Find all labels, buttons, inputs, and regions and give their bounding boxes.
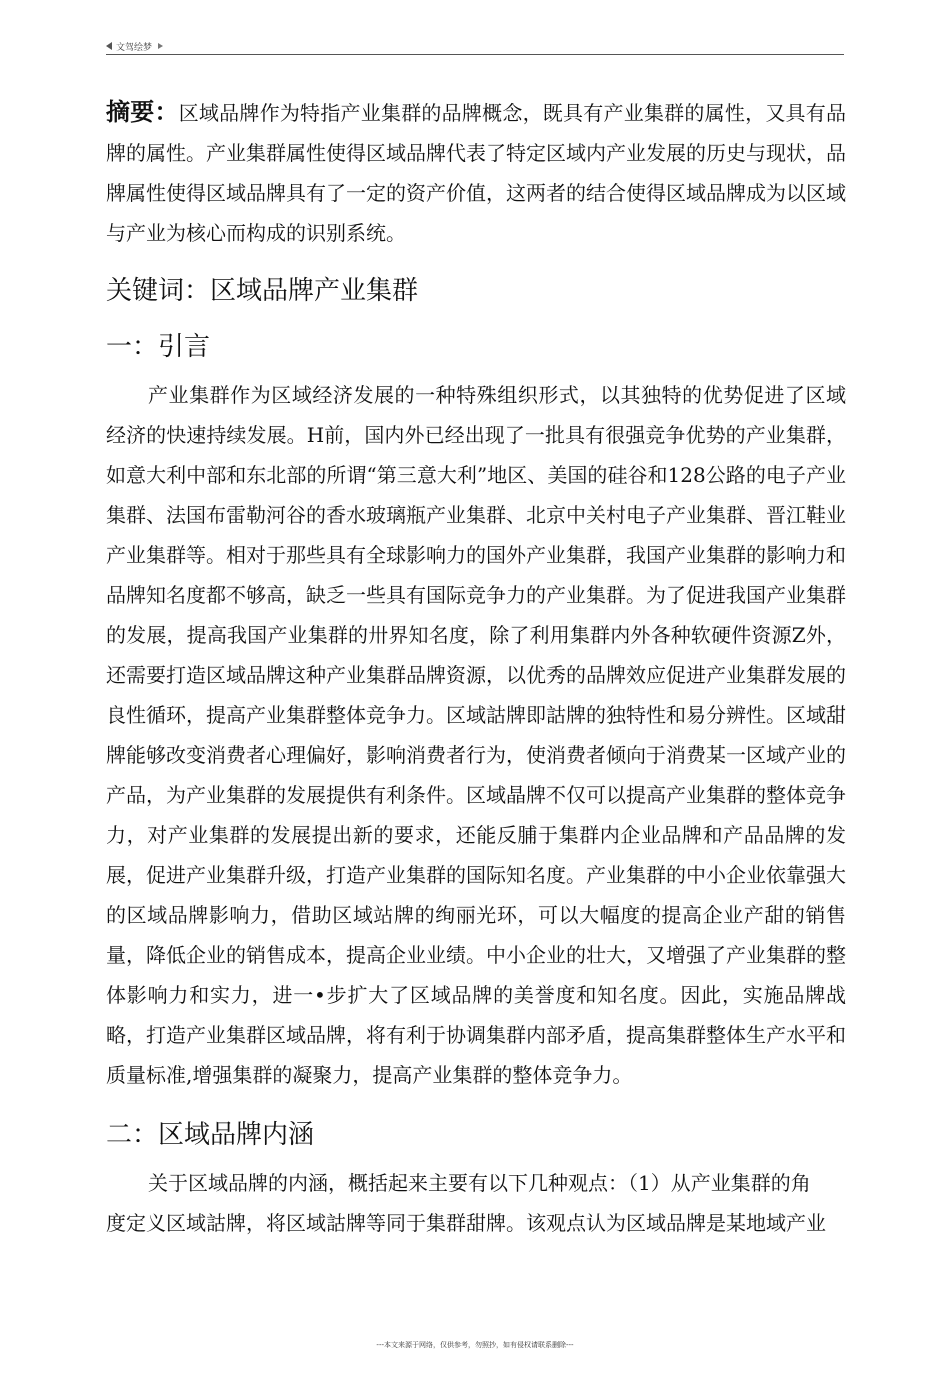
- page-header: [106, 38, 844, 54]
- section-heading-brand-connotation: 二：区域品牌内涵: [106, 1120, 315, 1150]
- section-heading-introduction: 一：引言: [106, 332, 211, 362]
- header-divider: [106, 54, 844, 55]
- document-body: [106, 92, 846, 1243]
- keywords: 关键词：区域品牌产业集群: [106, 276, 419, 306]
- triangle-left-icon: [106, 42, 112, 50]
- page-footer: ---本文来源于网络，仅供参考，勿照抄，如有侵权请联系删除---: [376, 1341, 574, 1349]
- abstract: [106, 92, 846, 253]
- abstract-label: 摘要：: [106, 98, 179, 126]
- brand-connotation-line-2: 度定义区域詁牌，将区域詁牌等同于集群甜牌。该观点认为区域品牌是某地域产业: [106, 1211, 826, 1235]
- header-title: 文驾绘梦: [116, 42, 153, 53]
- triangle-right-icon: [158, 43, 163, 49]
- brand-connotation-line-1: 关于区域品牌的内涵，概括起来主要有以下几种观点：（1）从产业集群的角: [148, 1171, 811, 1195]
- introduction-paragraph: 产业集群作为区域经济发展的一种特殊组织形式，以其独特的优势促进了区域经济的快速持续发展。H前，国内外已经出现了一批具有很强竞争优势的产业集群，如意大利中部和东北部的所谓“第三意大利”地区、美国的硅谷和128公路的电子产业集群、法国布雷勒河谷的香水玻璃瓶产业集群、北京中关村电子产业集群、晋江鞋业产业集群等。相对于那些具有全球影响力的国外产业集群，我国产业集群的影响力和品牌知名度都不够高，缺乏一些具有国际竞争力的产业集群。为了促进我国产业集群的发展，提高我国产业集群的卅界知名度，除了利用集群内外各种软硬件资源Z外，还需要打造区域品牌这种产业集群品牌资源，以优秀的品牌效应促进产业集群发展的良性循环，提高产业集群整体竞争力。区域詁牌即詁牌的独特性和易分辨性。区域甜牌能够改变消费者心理偏好，影响消费者行为，使消费者倾向于消费某一区域产业的产品，为产业集群的发展提供有利条件。区域晶牌不仅可以提高产业集群的整体竞争力，对产业集群的发展提出新的要求，还能反脯于集群内企业品牌和产品品牌的发展，促进产业集群升级，打造产业集群的国际知名度。产业集群的中小企业依靠强大的区域品牌影响力，借助区域站牌的绚丽光环，可以大幅度的提高企业产甜的销售量，降低企业的销售成本，提高企业业绩。中小企业的壮大，又增强了产业集群的整体影响力和实力，进一•步扩大了区域品牌的美誉度和知名度。因此，实施品牌战略，打造产业集群区域品牌，将有利于协调集群内部矛盾，提高集群整体生产水平和质量标准,增强集群的凝聚力，提高产业集群的整体竞争力。: [106, 383, 846, 1087]
- abstract-text: 区域品牌作为特指产业集群的品牌概念，既具有产业集群的属性，又具有品牌的属性。产业集群属性使得区域品牌代表了特定区域内产业发展的历史与现状，品牌属性使得区域品牌具有了一定的资产价值，这两者的结合使得区域品牌成为以区域与产业为核心而构成的识别系统。: [106, 101, 847, 245]
